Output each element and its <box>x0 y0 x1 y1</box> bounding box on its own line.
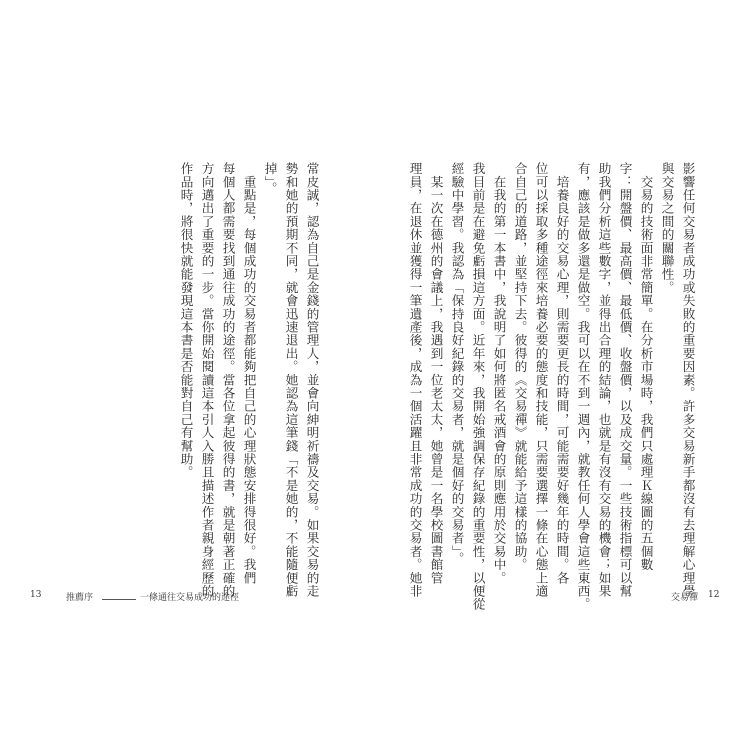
left-subtitle: 一條通往交易成功的途徑 <box>140 593 240 603</box>
text-column: 助我們分析這些數字，並得出合理的結論，也就是有沒有交易的機會；如果 <box>596 162 612 598</box>
text-column: 方向邁出了重要的一步。當你開始閱讀這本引人入勝且描述作者親身經歷的 <box>199 162 215 598</box>
left-page-number: 13 <box>30 590 42 600</box>
text-column: 影響任何交易者成功或失敗的重要因素。許多交易新手都沒有去理解心理學 <box>680 162 696 598</box>
text-column: 掉」。 <box>262 162 278 196</box>
text-column: 每個人都需要找到通往成功的途徑。當各位拿起彼得的書，就是朝著正確的 <box>220 162 236 598</box>
text-column: 有，應該是做多還是做空。我可以在不到一週內，就教任何人學會這些東西。 <box>575 162 591 611</box>
text-column: 在我的第一本書中，我說明了如何將匿名戒酒會的原則應用於交易中。 <box>491 162 507 585</box>
right-book-title: 交易禪 <box>671 593 699 603</box>
text-column: 某一次在德州的會議上，我遇到一位老太太，她曾是一名學校圖書館管 <box>428 162 444 585</box>
text-column: 我目前是在避免虧損這方面。近年來，我開始強調保存紀錄的重要性，以便從 <box>470 162 486 611</box>
text-column: 重點是，每個成功的交易者都能夠把自己的心理狀態安排得很好。我們 <box>241 162 257 585</box>
text-column: 合自己的道路，並堅持下去。彼得的《交易禪》就能給予這樣的協助。 <box>512 162 528 572</box>
text-column: 理員，在退休並獲得一筆遺產後，成為一個活躍且非常成功的交易者。她非 <box>407 162 423 598</box>
text-column: 常皮誠，認為自己是金錢的管理人，並會向紳明祈禱及交易。如果交易的走 <box>304 162 320 598</box>
footer-rule <box>102 599 136 600</box>
text-column: 培養良好的交易心理，則需要更長的時間，可能需要好幾年的時間。各 <box>554 162 570 585</box>
right-page-number: 12 <box>708 590 720 600</box>
text-column: 位可以採取多種途徑來培養必要的態度和技能，只需要選擇一條在心態上適 <box>533 162 549 598</box>
text-column: 交易的技術面非常簡單。在分析市場時，我們只處理Ｋ線圖的五個數 <box>638 162 654 572</box>
text-column: 與交易之間的關聯性。 <box>659 162 675 294</box>
text-column: 經驗中學習。我認為「保持良好紀錄的交易者，就是個好的交易者」。 <box>449 162 465 565</box>
left-section-label: 推薦序 <box>66 593 94 603</box>
text-column: 作品時，將很快就能發現這本書是否能對自己有幫助。 <box>178 162 194 479</box>
text-column: 勢和她的預期不同，就會迅速退出。她認為這筆錢「不是她的，不能隨便虧 <box>283 162 299 598</box>
text-column: 字：開盤價、最高價、最低價、收盤價，以及成交量。一些技術指標可以幫 <box>617 162 633 598</box>
